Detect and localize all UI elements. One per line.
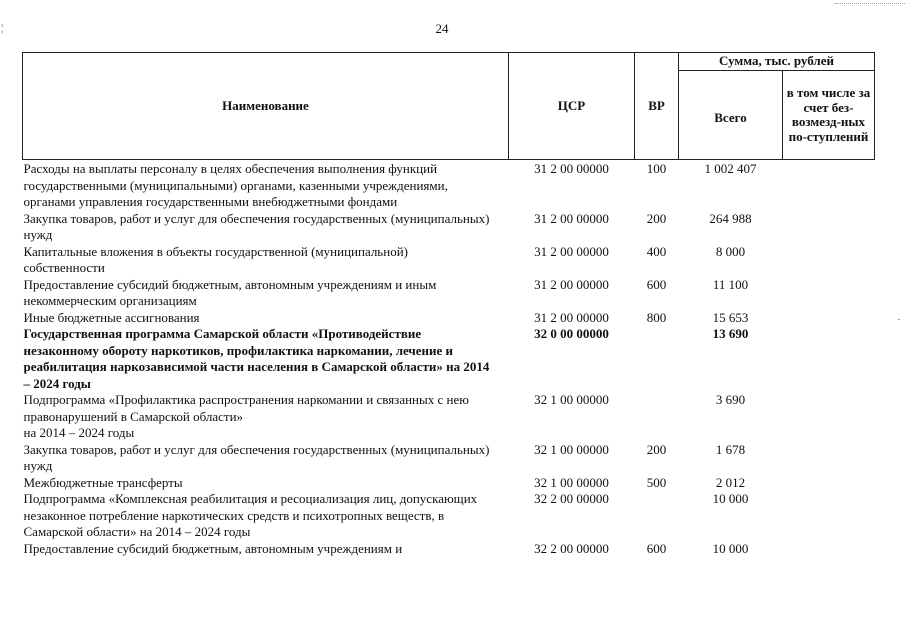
row-gratis bbox=[783, 475, 875, 492]
page-number: 24 bbox=[435, 21, 449, 36]
row-total: 2 012 bbox=[715, 474, 746, 490]
header-csr: ЦСР bbox=[509, 53, 635, 160]
row-vr bbox=[635, 392, 679, 442]
row-total: 15 653 bbox=[712, 309, 749, 325]
row-vr: 200 bbox=[646, 441, 667, 457]
table-row bbox=[23, 491, 875, 541]
row-vr: 600 bbox=[646, 276, 667, 292]
row-vr: 100 bbox=[646, 161, 667, 176]
row-name: Предоставление субсидий бюджетным, автономным учреждениям и bbox=[23, 540, 403, 556]
scan-edge-line bbox=[835, 3, 905, 4]
table-row bbox=[23, 392, 875, 442]
row-gratis bbox=[783, 442, 875, 475]
row-name: Подпрограмма «Комплексная реабилитация и ресоциализация лиц, допускающих незаконное потребление наркотических средств и психотропных веществ, в Самарской области» на 2014 – 2024 годы bbox=[23, 491, 478, 539]
row-vr: 200 bbox=[646, 210, 667, 226]
table-header bbox=[23, 53, 875, 160]
row-total: 10 000 bbox=[712, 540, 749, 556]
table-row bbox=[23, 277, 875, 310]
row-gratis bbox=[783, 277, 875, 310]
row-gratis bbox=[783, 160, 875, 211]
row-csr: 31 2 00 00000 bbox=[534, 161, 609, 176]
row-gratis bbox=[783, 326, 875, 392]
row-name: Подпрограмма «Профилактика распространения наркомании и связанных с нею правонарушений в Самарской области» на 2014 – 2024 годы bbox=[23, 392, 469, 440]
row-csr: 32 2 00 00000 bbox=[534, 491, 609, 506]
row-total: 11 100 bbox=[712, 276, 749, 292]
row-total: 1 002 407 bbox=[704, 161, 757, 176]
row-name: Иные бюджетные ассигнования bbox=[23, 309, 200, 325]
row-gratis bbox=[783, 244, 875, 277]
row-total: 1 678 bbox=[715, 441, 746, 457]
row-vr bbox=[635, 326, 679, 392]
row-vr bbox=[635, 491, 679, 541]
row-vr: 600 bbox=[646, 540, 667, 556]
row-name: Предоставление субсидий бюджетным, автономным учреждениям и иным некоммерческим организациям bbox=[23, 276, 437, 308]
table-row bbox=[23, 211, 875, 244]
row-gratis bbox=[783, 392, 875, 442]
table-row bbox=[23, 442, 875, 475]
row-csr: 31 2 00 00000 bbox=[534, 210, 609, 226]
table-row bbox=[23, 475, 875, 492]
row-total: 10 000 bbox=[712, 491, 749, 506]
row-name: Закупка товаров, работ и услуг для обеспечения государственных (муниципальных) нужд bbox=[23, 441, 490, 473]
row-gratis bbox=[783, 310, 875, 327]
row-vr: 500 bbox=[646, 474, 667, 490]
budget-table bbox=[22, 52, 875, 557]
table-row bbox=[23, 244, 875, 277]
scan-mark: · bbox=[897, 314, 901, 326]
table-row bbox=[23, 326, 875, 392]
row-csr: 32 1 00 00000 bbox=[534, 441, 609, 457]
row-csr: 31 2 00 00000 bbox=[534, 309, 609, 325]
table-row bbox=[23, 541, 875, 558]
row-csr: 31 2 00 00000 bbox=[534, 276, 609, 292]
row-csr: 32 2 00 00000 bbox=[534, 540, 609, 556]
row-csr: 31 2 00 00000 bbox=[534, 243, 609, 259]
row-name: Межбюджетные трансферты bbox=[23, 474, 183, 490]
table-row bbox=[23, 160, 875, 211]
table-row bbox=[23, 310, 875, 327]
header-sum-group: Сумма, тыс. рублей bbox=[679, 53, 875, 71]
row-name: Закупка товаров, работ и услуг для обеспечения государственных (муниципальных) нужд bbox=[23, 210, 490, 242]
table-body bbox=[23, 160, 875, 558]
row-gratis bbox=[783, 491, 875, 541]
header-name: Наименование bbox=[23, 53, 509, 160]
scan-mark: ¦ bbox=[1, 22, 4, 34]
row-csr: 32 1 00 00000 bbox=[534, 392, 609, 407]
header-total: Всего bbox=[679, 71, 783, 160]
row-vr: 400 bbox=[646, 243, 667, 259]
row-csr: 32 0 00 00000 bbox=[534, 326, 609, 341]
row-total: 8 000 bbox=[715, 243, 746, 259]
row-name: Капитальные вложения в объекты государственной (муниципальной) собственности bbox=[23, 243, 408, 275]
row-name: Расходы на выплаты персоналу в целях обеспечения выполнения функций государственными (муниципальными) органами, казенными учреждениями, органами управления государственными внебюджетными фондами bbox=[23, 161, 448, 209]
row-gratis bbox=[783, 211, 875, 244]
header-incl-gratis: в том числе за счет без-возмезд-ных по-ступлений bbox=[783, 71, 875, 160]
header-vr: ВР bbox=[635, 53, 679, 160]
row-total: 13 690 bbox=[712, 326, 749, 341]
row-csr: 32 1 00 00000 bbox=[534, 474, 609, 490]
row-gratis bbox=[783, 541, 875, 558]
row-name: Государственная программа Самарской области «Противодействие незаконному обороту наркотиков, профилактика наркомании, лечение и реабилитация наркозависимой части населения в Самарской области» на 2014 – 2024 годы bbox=[23, 326, 490, 391]
row-vr: 800 bbox=[646, 309, 667, 325]
row-total: 3 690 bbox=[715, 392, 746, 407]
row-total: 264 988 bbox=[709, 210, 752, 226]
